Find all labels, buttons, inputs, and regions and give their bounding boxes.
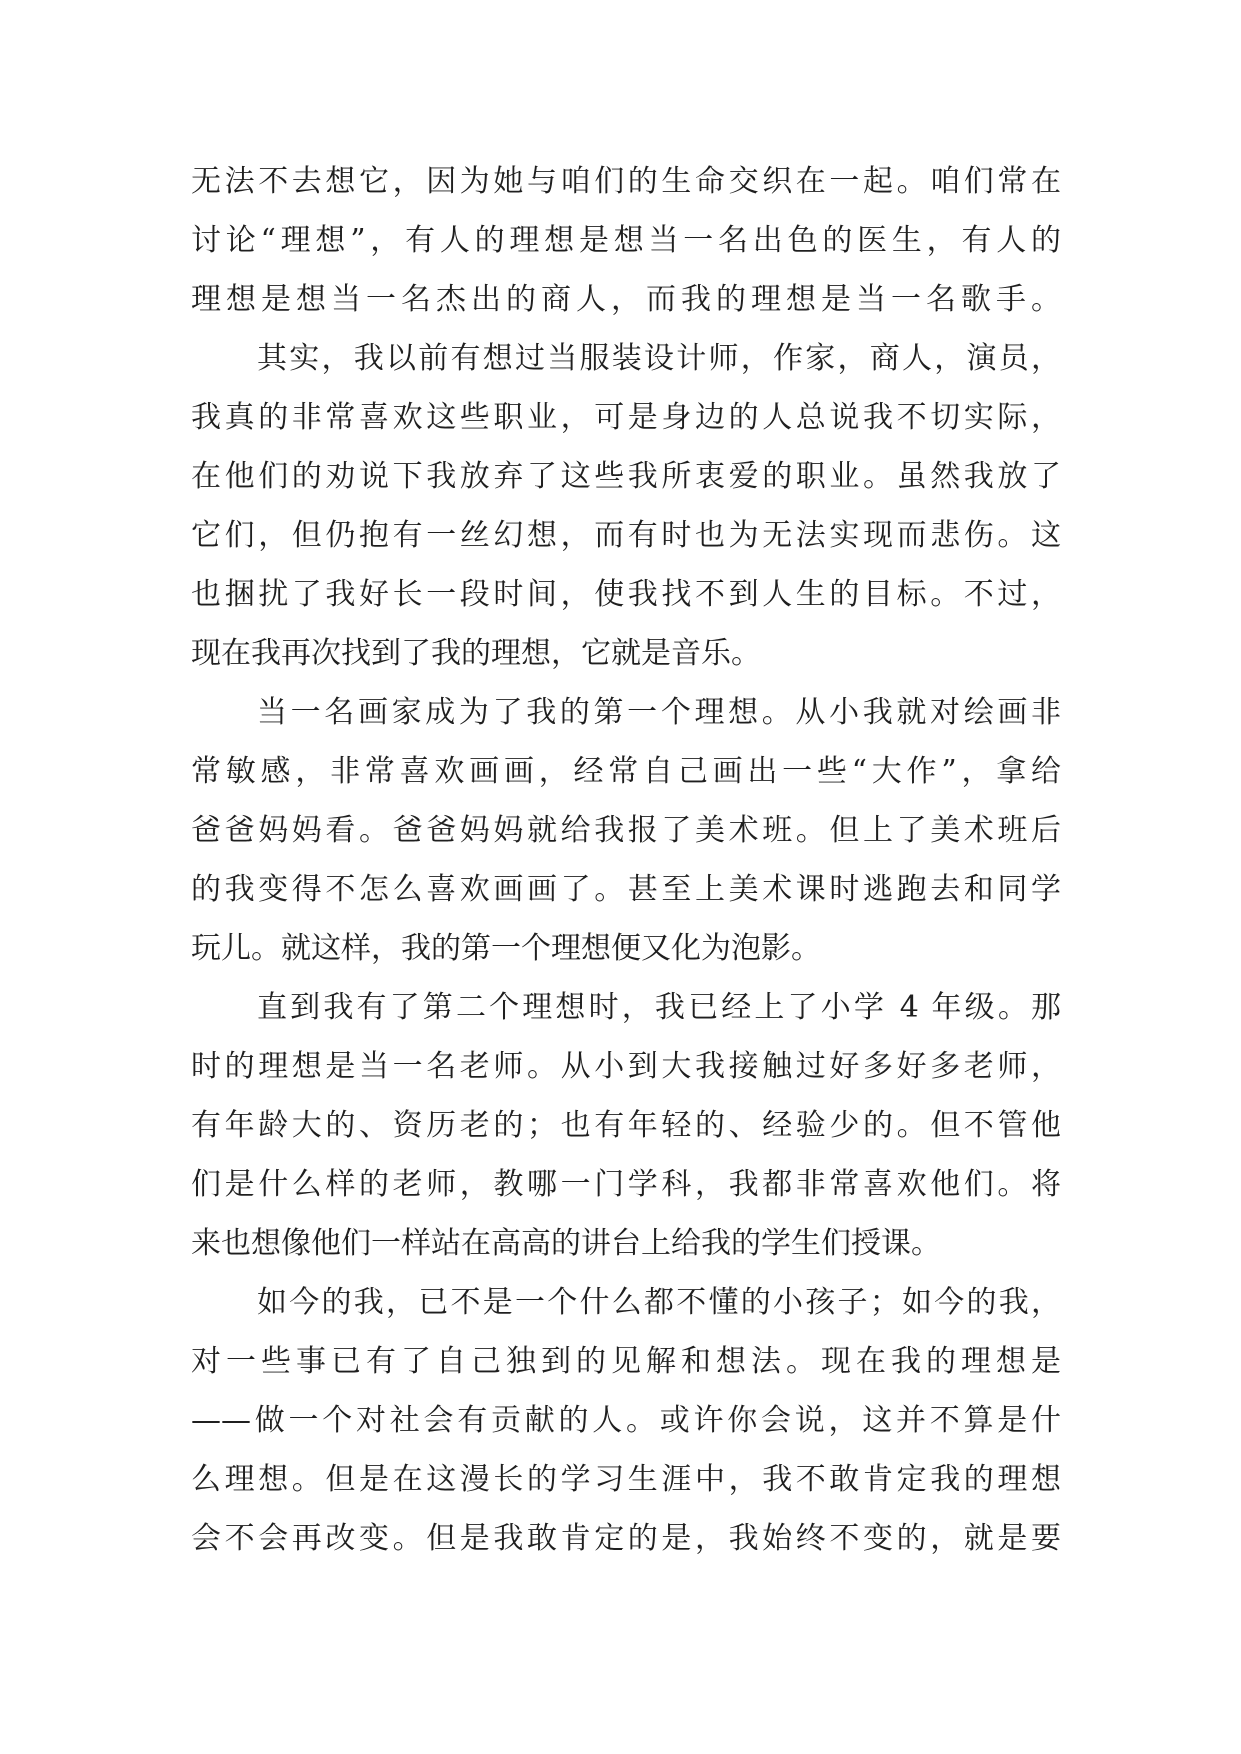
text-line: 无法不去想它，因为她与咱们的生命交织在一起。咱们常在 <box>191 164 1061 199</box>
text-line: 在他们的劝说下我放弃了这些我所衷爱的职业。虽然我放了 <box>191 459 1061 494</box>
text-line: 我真的非常喜欢这些职业，可是身边的人总说我不切实际， <box>191 400 1061 435</box>
text-line: 们是什么样的老师，教哪一门学科，我都非常喜欢他们。将 <box>191 1167 1061 1202</box>
text-line: 的我变得不怎么喜欢画画了。甚至上美术课时逃跑去和同学 <box>191 872 1061 907</box>
text-line: 有年龄大的、资历老的；也有年轻的、经验少的。但不管他 <box>191 1108 1061 1143</box>
text-line: 玩儿。就这样，我的第一个理想便又化为泡影。 <box>191 931 821 966</box>
text-line: 它们，但仍抱有一丝幻想，而有时也为无法实现而悲伤。这 <box>191 518 1061 553</box>
text-line: ——做一个对社会有贡献的人。或许你会说，这并不算是什 <box>191 1403 1061 1438</box>
text-line: 直到我有了第二个理想时，我已经上了小学 4 年级。那 <box>257 990 1061 1025</box>
text-line: 常敏感，非常喜欢画画，经常自己画出一些“大作”，拿给 <box>191 754 1061 789</box>
body-text <box>191 152 1061 1568</box>
text-line: 其实，我以前有想过当服装设计师，作家，商人，演员， <box>257 341 1061 376</box>
text-line: 如今的我，已不是一个什么都不懂的小孩子；如今的我， <box>257 1285 1061 1320</box>
text-line: 会不会再改变。但是我敢肯定的是，我始终不变的，就是要 <box>191 1521 1061 1556</box>
text-line: 理想是想当一名杰出的商人，而我的理想是当一名歌手。 <box>191 282 1061 317</box>
text-line: 讨论“理想”，有人的理想是想当一名出色的医生，有人的 <box>191 223 1061 258</box>
text-line: 时的理想是当一名老师。从小到大我接触过好多好多老师， <box>191 1049 1061 1084</box>
text-line: 爸爸妈妈看。爸爸妈妈就给我报了美术班。但上了美术班后 <box>191 813 1061 848</box>
text-line: 对一些事已有了自己独到的见解和想法。现在我的理想是 <box>191 1344 1061 1379</box>
text-line: 也捆扰了我好长一段时间，使我找不到人生的目标。不过， <box>191 577 1061 612</box>
text-line: 现在我再次找到了我的理想，它就是音乐。 <box>191 636 761 671</box>
text-line: 当一名画家成为了我的第一个理想。从小我就对绘画非 <box>257 695 1061 730</box>
text-line: 来也想像他们一样站在高高的讲台上给我的学生们授课。 <box>191 1226 941 1261</box>
text-line: 么理想。但是在这漫长的学习生涯中，我不敢肯定我的理想 <box>191 1462 1061 1497</box>
